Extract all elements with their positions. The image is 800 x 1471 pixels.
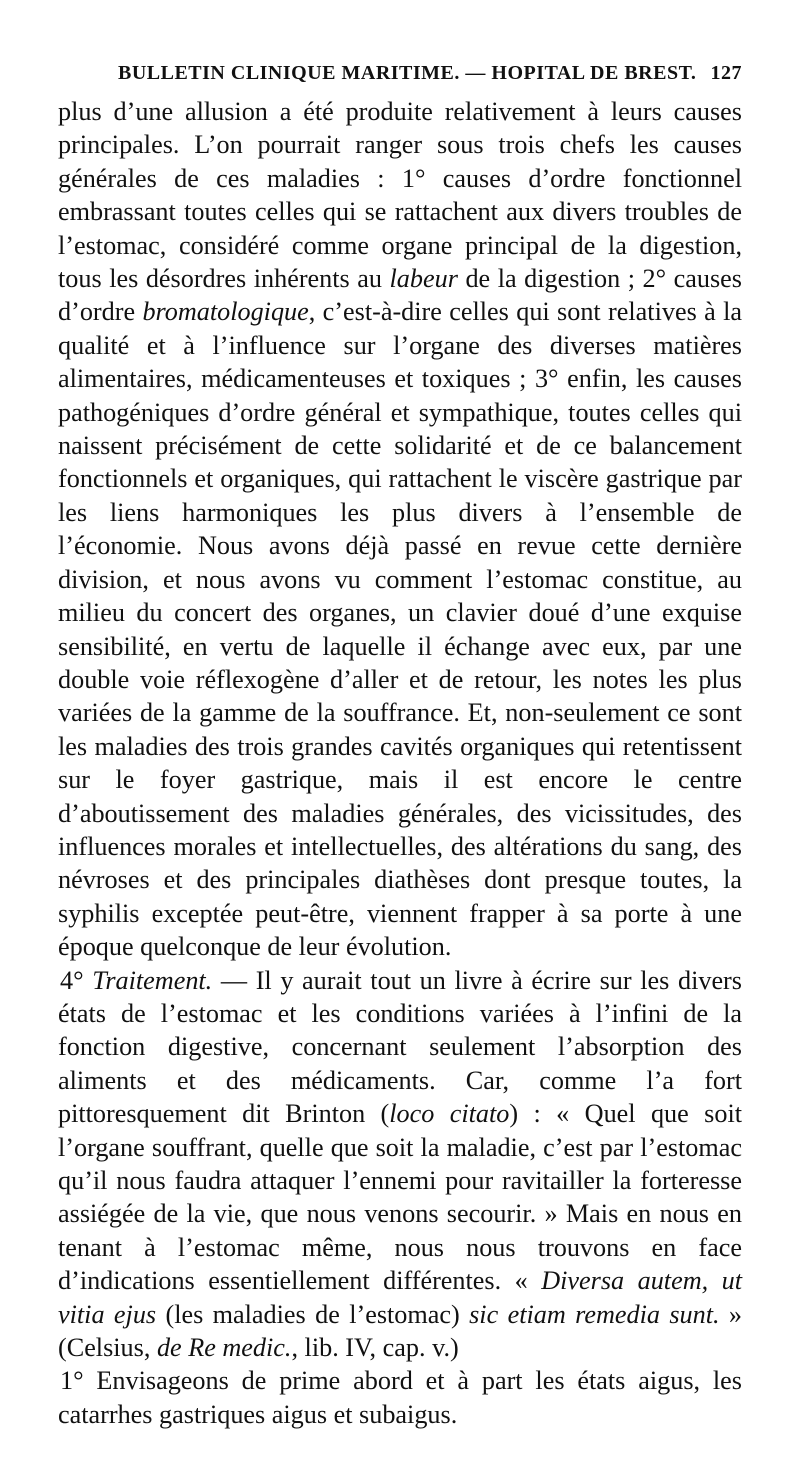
text-segment-italic: loco citato [389,1099,510,1129]
text-segment: — Il y aurait tout un livre à écrire sur les divers états de l’estomac et les conditions variées à l’infini de la fonction digestive, concernant seulement l’absorption des aliments et des médicaments. Car, comme l’a fort pittoresquement dit Brinton ( [58,965,742,1129]
text-segment-italic: sic etiam remedia sunt. [469,1299,720,1329]
text-segment: plus d’une allusion a été produite relativement à leurs causes principales. L’on pourrait ranger sous trois chefs les causes générales de ces maladies : 1° causes d’ordre fonctionnel embrassant toutes celles qui se rattachent aux divers troubles de l’estomac, considéré comme organe principal de la digestion, tous les désordres inhérents au [58,97,742,294]
running-title: BULLETIN CLINIQUE MARITIME. — HOPITAL DE BREST. [118,62,697,84]
document-page [58,62,742,1431]
text-segment-italic: Diversa autem, ut vitia ejus [58,1266,743,1329]
paragraph-etats-aigus [58,1364,742,1431]
paragraph-causes [58,95,742,964]
text-segment: , c’est-à-dire celles qui sont relatives à la qualité et à l’influence sur l’organe des diverses matières alimentaires, médicamenteuses et toxiques ; 3° enfin, les causes pathogéniques d’ordre général et sympathique, toutes celles qui naissent précisément de cette solidarité et de ce balancement fonctionnels et organiques, qui rattachent le viscère gastrique par les liens harmoniques les plus divers à l’ensemble de l’économie. Nous avons déjà passé en revue cette dernière division, et nous avons vu comment l’estomac constitue, au milieu du concert des organes, un clavier doué d’une exquise sensibilité, en vertu de laquelle il échange avec eux, par une double voie réflexogène d’aller et de retour, les notes les plus variées de la gamme de la souffrance. Et, non-seulement ce sont les maladies des trois grandes cavités organiques qui retentissent sur le foyer gastrique, mais il est encore le centre d’aboutissement des maladies générales, des vicissitudes, des influences morales et intellectuelles, des altérations du sang, des névroses et des principales diathèses dont presque toutes, la syphilis exceptée peut-être, viennent frapper à sa porte à une époque quelconque de leur évolution. [58,297,742,962]
text-segment: 1° Envisageons de prime abord et à part les états aigus, les catarrhes gastriques aigus et subaigus. [58,1366,742,1429]
text-segment: , lib. IV, cap. v.) [291,1333,459,1363]
text-segment: ) : « Quel que soit l’organe souffrant, quelle que soit la maladie, c’est par l’estomac qu’il nous faudra attaquer l’ennemi pour ravitailler la forteresse assiégée de la vie, que nous venons secourir. » Mais en nous en tenant à l’estomac même, nous nous trouvons en face d’indications essentiellement différentes. « [58,1099,742,1296]
paragraph-traitement [58,964,742,1365]
text-segment: de la digestion ; 2° causes d’ordre [58,264,742,327]
text-segment-italic: bromatologique [142,297,309,327]
text-segment: (les maladies de l’estomac) [156,1299,470,1329]
body-text [58,95,742,1431]
text-segment-italic: de Re medic. [156,1333,292,1363]
page-number: 127 [710,62,742,84]
text-segment: » (Celsius, [58,1299,743,1363]
section-heading-traitement: Traitement. [92,965,213,995]
running-header [58,62,742,85]
text-segment: 4° [60,965,93,995]
text-segment-italic: labeur [389,264,458,294]
